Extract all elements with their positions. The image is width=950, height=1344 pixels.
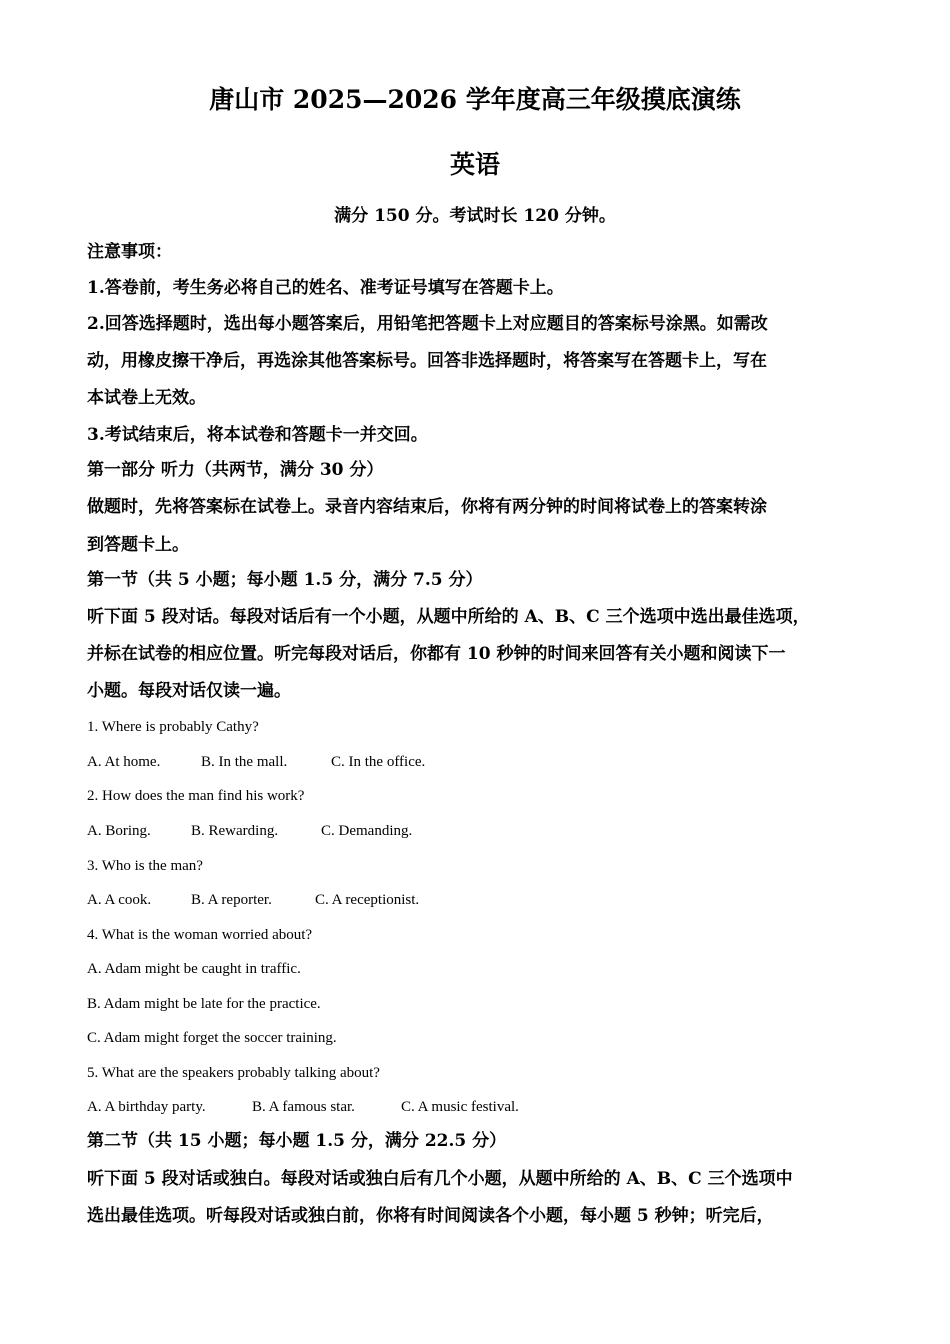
subject-title: 英语 [449, 150, 500, 179]
section1-instruction-line-3: 小题。每段对话仅读一遍。 [87, 681, 291, 701]
question-1-stem: 1. Where is probably Cathy? [87, 719, 259, 735]
notice-item-3: 3.考试结束后，将本试卷和答题卡一并交回。 [87, 425, 428, 445]
question-5-option-b: B. A famous star. [252, 1099, 355, 1115]
question-3-option-a: A. A cook. [87, 892, 152, 908]
exam-title: 唐山市 2025—2026 学年度高三年级摸底演练 [209, 85, 741, 114]
section1-instruction-line-2: 并标在试卷的相应位置。听完每段对话后，你都有 10 秒钟的时间来回答有关小题和阅读下一 [87, 644, 786, 664]
section1-heading: 第一节（共 5 小题；每小题 1.5 分，满分 7.5 分） [87, 570, 483, 590]
question-1-option-a: A. At home. [87, 754, 161, 770]
question-5-option-c: C. A music festival. [401, 1099, 519, 1115]
question-5-stem: 5. What are the speakers probably talking about? [87, 1065, 380, 1081]
question-2-stem: 2. How does the man find his work? [87, 788, 305, 804]
question-2-option-b: B. Rewarding. [191, 823, 279, 839]
notice-heading: 注意事项： [87, 242, 172, 262]
question-2-option-c: C. Demanding. [321, 823, 413, 839]
section1-instruction-line-1: 听下面 5 段对话。每段对话后有一个小题，从题中所给的 A、B、C 三个选项中选出最佳选项， [87, 607, 810, 627]
part1-heading: 第一部分 听力（共两节，满分 30 分） [87, 460, 384, 480]
question-4-option-b: B. Adam might be late for the practice. [87, 996, 321, 1012]
section2-instruction-line-1: 听下面 5 段对话或独白。每段对话或独白后有几个小题，从题中所给的 A、B、C 三个选项中 [87, 1169, 793, 1189]
part1-instruction-line-1: 做题时，先将答案标在试卷上。录音内容结束后，你将有两分钟的时间将试卷上的答案转涂 [87, 497, 767, 517]
notice-item-2-line-1: 2.回答选择题时，选出每小题答案后，用铅笔把答题卡上对应题目的答案标号涂黑。如需改 [87, 314, 768, 334]
question-4-option-a: A. Adam might be caught in traffic. [87, 961, 301, 977]
notice-item-2-line-2: 动，用橡皮擦干净后，再选涂其他答案标号。回答非选择题时，将答案写在答题卡上，写在 [87, 351, 767, 371]
score-time-info: 满分 150 分。考试时长 120 分钟。 [334, 206, 616, 226]
notice-item-2-line-3: 本试卷上无效。 [87, 388, 206, 408]
part1-instruction-line-2: 到答题卡上。 [87, 535, 189, 555]
question-3-option-b: B. A reporter. [191, 892, 272, 908]
section2-instruction-line-2: 选出最佳选项。听每段对话或独白前，你将有时间阅读各个小题，每小题 5 秒钟；听完后， [87, 1206, 774, 1226]
question-4-option-c: C. Adam might forget the soccer training. [87, 1030, 337, 1046]
question-4-stem: 4. What is the woman worried about? [87, 927, 313, 943]
question-3-stem: 3. Who is the man? [87, 858, 203, 874]
question-3-option-c: C. A receptionist. [315, 892, 420, 908]
question-1-option-c: C. In the office. [331, 754, 426, 770]
section2-heading: 第二节（共 15 小题；每小题 1.5 分，满分 22.5 分） [87, 1131, 507, 1151]
question-2-option-a: A. Boring. [87, 823, 151, 839]
question-1-option-b: B. In the mall. [201, 754, 288, 770]
question-5-option-a: A. A birthday party. [87, 1099, 206, 1115]
notice-item-1: 1.答卷前，考生务必将自己的姓名、准考证号填写在答题卡上。 [87, 278, 564, 298]
